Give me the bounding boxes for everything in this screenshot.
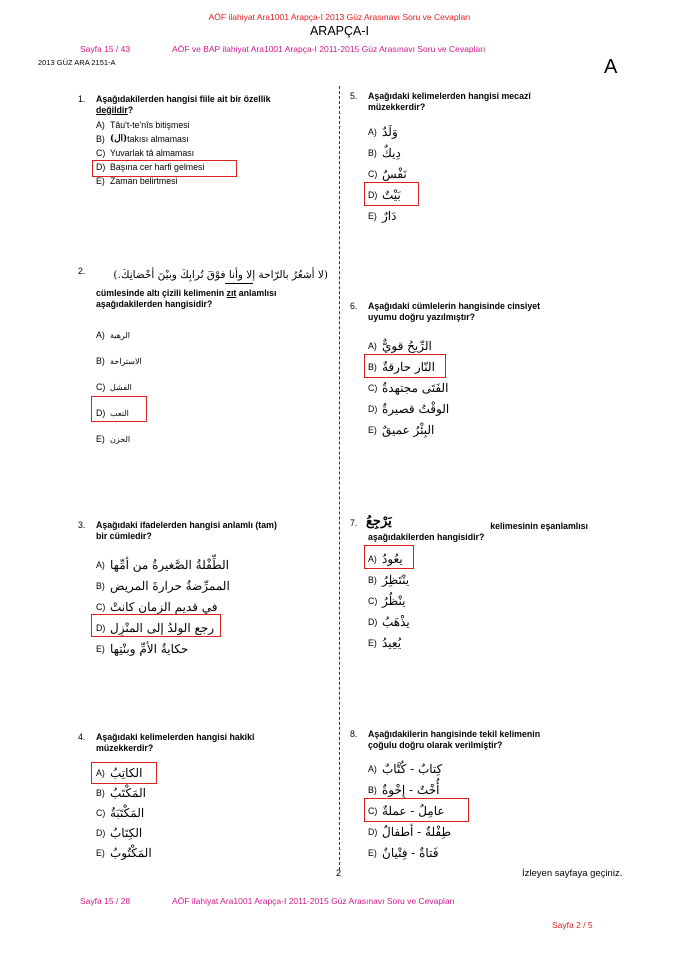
question-3-options: [96, 554, 230, 659]
q4-option-d[interactable]: D) الكِتَابُ: [96, 826, 143, 840]
question-5-options: [368, 121, 407, 226]
question-1-options: [96, 118, 204, 188]
q2-option-e[interactable]: E) الحزن: [96, 434, 131, 444]
question-2-sentence: (لا أشعُرُ بالرّاحة إلا وأنا فوْقَ تُرابِكَ وبيْنَ أحْضانِكَ.): [113, 269, 328, 281]
q3-option-e[interactable]: E) حكايةُ الأمِّ وبنْتِها: [96, 641, 189, 656]
exam-code: 2013 GÜZ ARA 2151-A: [38, 58, 116, 67]
q2-option-c[interactable]: C) الفشل: [96, 382, 132, 392]
q5-answer-highlight: [364, 182, 419, 206]
question-8-stem: Aşağıdakilerin hangisinde tekil kelimenin çoğulu doğru olarak verilmiştir?: [368, 729, 541, 750]
question-5-stem: Aşağıdaki kelimelerden hangisi mecazî müzekkerdir?: [368, 91, 531, 112]
q4-answer-highlight: [91, 762, 157, 784]
q2-answer-highlight: [91, 396, 147, 422]
q2-option-a[interactable]: A) الرهبة: [96, 330, 130, 340]
q8-option-a[interactable]: A) كِتابٌ - كُتَّابٌ: [368, 761, 443, 776]
footer-page-counter: Sayfa 15 / 28: [80, 896, 131, 906]
q1-option-d[interactable]: D) Başına cer harfi gelmesi: [96, 162, 205, 172]
question-7-stem-b: aşağıdakilerden hangisidir?: [368, 532, 485, 542]
q1-option-c[interactable]: C) Yuvarlak tâ almaması: [96, 148, 195, 158]
column-divider: [339, 86, 340, 870]
question-6-stem: Aşağıdaki cümlelerin hangisinde cinsiyet uyumu doğru yazılmıştır?: [368, 301, 541, 322]
header-top-line: AÖF ilahiyat Ara1001 Arapça-I 2013 Güz Arasınavı Soru ve Cevapları: [208, 12, 471, 22]
q3-option-c[interactable]: C) في قديم الزمان كانتْ: [96, 599, 218, 614]
page-number: 2: [336, 868, 342, 878]
q8-option-d[interactable]: D) طِفْلةٌ - أطفالٌ: [368, 824, 452, 839]
question-3-stem: Aşağıdaki ifadelerden hangisi anlamlı (tam) bir cümledir?: [96, 520, 277, 541]
q3-option-d[interactable]: D) رجع الولدُ إلى المنْزِل: [96, 620, 215, 635]
q2-option-b[interactable]: B) الاستراحة: [96, 356, 142, 366]
question-6-options: [368, 335, 449, 440]
header-series-title: AÖF ve BAP ilahiyat Ara1001 Arapça-I 2011-2015 Güz Arasınavı Soru ve Cevapları: [172, 44, 486, 54]
question-3-number: 3.: [78, 520, 86, 530]
question-6-number: 6.: [350, 301, 358, 311]
q4-option-c[interactable]: C) المَكْتَبَةُ: [96, 806, 145, 820]
q3-option-b[interactable]: B) الممرِّضةُ حرارةَ المريض: [96, 578, 230, 593]
q5-option-a[interactable]: A) وَلَدٌ: [368, 124, 398, 139]
q1-option-b[interactable]: B) (ال) takısı almaması: [96, 134, 189, 144]
question-2-number: 2.: [78, 266, 86, 276]
question-2-options: [96, 322, 142, 452]
q5-option-d[interactable]: D) بَيْتٌ: [368, 187, 401, 202]
footer-right-counter: Sayfa 2 / 5: [552, 920, 593, 930]
q5-option-b[interactable]: B) دِيكٌ: [368, 145, 401, 160]
question-4-stem: Aşağıdaki kelimelerden hangisi hakikî müzekkerdir?: [96, 732, 255, 753]
q4-option-a[interactable]: A) الكاتِبُ: [96, 766, 143, 780]
q6-option-c[interactable]: C) الفَتَى مجتهدةٌ: [368, 380, 449, 395]
q7-answer-highlight: [364, 545, 414, 569]
q6-option-e[interactable]: E) البِئْرُ عميقٌ: [368, 422, 435, 437]
q6-option-a[interactable]: A) الرِّيحُ قويٌّ: [368, 338, 432, 353]
question-4-number: 4.: [78, 732, 86, 742]
q4-option-e[interactable]: E) المَكْتُوبُ: [96, 846, 152, 860]
q6-answer-highlight: [364, 354, 446, 378]
question-1-number: 1.: [78, 94, 86, 104]
q8-option-c[interactable]: C) عامِلٌ - عملةٌ: [368, 803, 445, 818]
q7-option-c[interactable]: C) ينْظُرُ: [368, 593, 406, 608]
q1-answer-highlight: [92, 160, 237, 177]
q1-option-e[interactable]: E) Zaman belirtmesi: [96, 176, 178, 186]
q1-option-a[interactable]: A) Tâu't-te'nîs bitişmesi: [96, 120, 190, 130]
question-2-stem: cümlesinde altı çizili kelimenin zıt anlamlısı aşağıdakilerden hangisidir?: [96, 288, 277, 309]
question-7-stem-a: kelimesinin eşanlamlısı: [490, 521, 588, 531]
footer-series-title: AÖF ilahiyat Ara1001 Arapça-I 2011-2015 Güz Arasınavı Soru ve Cevapları: [172, 896, 455, 906]
header-page-counter: Sayfa 15 / 43: [80, 44, 131, 54]
q6-option-d[interactable]: D) الوقْتُ قصيرةٌ: [368, 401, 450, 416]
q2-underline-marker: [225, 283, 253, 284]
question-7-number: 7.: [350, 518, 358, 528]
q3-answer-highlight: [91, 614, 221, 637]
q4-option-b[interactable]: B) المَكْتَبُ: [96, 786, 146, 800]
q8-option-b[interactable]: B) أُخْتٌ - إِخْوةٌ: [368, 782, 440, 797]
question-1-stem: Aşağıdakilerden hangisi fiile ait bir özellik değildir?: [96, 94, 271, 115]
q5-option-e[interactable]: E) دَارٌ: [368, 208, 397, 223]
q7-option-e[interactable]: E) يُعِيدُ: [368, 635, 402, 650]
q7-option-b[interactable]: B) ينْتَظِرُ: [368, 572, 410, 587]
q3-option-a[interactable]: A) الطِّفْلةُ الصَّغيرةُ من أمِّها: [96, 557, 229, 572]
q7-option-a[interactable]: A) يعُودُ: [368, 551, 403, 566]
q2-option-d[interactable]: D) التعب: [96, 408, 129, 418]
question-5-number: 5.: [350, 91, 358, 101]
q6-option-b[interactable]: B) النّار حارقةٌ: [368, 359, 435, 374]
booklet-letter: A: [604, 56, 618, 78]
page-title: ARAPÇA-I: [309, 24, 370, 38]
q8-option-e[interactable]: E) فَتاةٌ - فِتْيانٌ: [368, 845, 439, 860]
question-8-number: 8.: [350, 729, 358, 739]
next-page-note: İzleyen sayfaya geçiniz.: [522, 868, 623, 879]
q5-option-c[interactable]: C) نَفْسٌ: [368, 166, 407, 181]
q8-answer-highlight: [364, 798, 469, 822]
q7-option-d[interactable]: D) يذْهَبُ: [368, 614, 410, 629]
question-7-word: يَرْجِعُ: [366, 514, 392, 529]
